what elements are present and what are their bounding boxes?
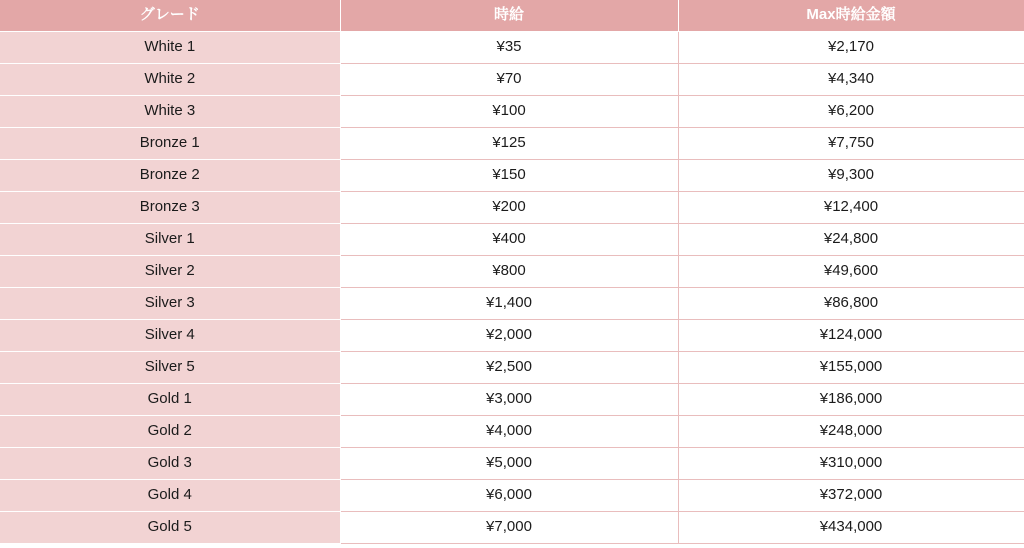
column-header-grade: グレード bbox=[0, 0, 340, 31]
cell-max-hourly-amount: ¥49,600 bbox=[678, 255, 1024, 287]
table-row bbox=[0, 479, 1024, 511]
cell-grade: Silver 1 bbox=[0, 223, 340, 255]
table-row bbox=[0, 63, 1024, 95]
cell-grade: Gold 5 bbox=[0, 511, 340, 543]
cell-grade: Gold 3 bbox=[0, 447, 340, 479]
cell-max-hourly-amount: ¥155,000 bbox=[678, 351, 1024, 383]
cell-max-hourly-amount: ¥124,000 bbox=[678, 319, 1024, 351]
cell-hourly-wage: ¥7,000 bbox=[340, 511, 678, 543]
cell-hourly-wage: ¥5,000 bbox=[340, 447, 678, 479]
cell-hourly-wage: ¥400 bbox=[340, 223, 678, 255]
cell-max-hourly-amount: ¥310,000 bbox=[678, 447, 1024, 479]
table-row bbox=[0, 319, 1024, 351]
cell-grade: White 1 bbox=[0, 31, 340, 63]
table-row bbox=[0, 511, 1024, 543]
cell-max-hourly-amount: ¥24,800 bbox=[678, 223, 1024, 255]
table-row bbox=[0, 31, 1024, 63]
table-row bbox=[0, 159, 1024, 191]
cell-hourly-wage: ¥2,500 bbox=[340, 351, 678, 383]
cell-max-hourly-amount: ¥2,170 bbox=[678, 31, 1024, 63]
table-row bbox=[0, 447, 1024, 479]
cell-grade: Gold 4 bbox=[0, 479, 340, 511]
table-row bbox=[0, 351, 1024, 383]
cell-max-hourly-amount: ¥4,340 bbox=[678, 63, 1024, 95]
table-body bbox=[0, 31, 1024, 543]
cell-max-hourly-amount: ¥6,200 bbox=[678, 95, 1024, 127]
cell-grade: Silver 3 bbox=[0, 287, 340, 319]
cell-hourly-wage: ¥6,000 bbox=[340, 479, 678, 511]
cell-max-hourly-amount: ¥248,000 bbox=[678, 415, 1024, 447]
cell-hourly-wage: ¥125 bbox=[340, 127, 678, 159]
cell-grade: Silver 2 bbox=[0, 255, 340, 287]
table-row bbox=[0, 383, 1024, 415]
cell-hourly-wage: ¥3,000 bbox=[340, 383, 678, 415]
cell-grade: Bronze 2 bbox=[0, 159, 340, 191]
table-row bbox=[0, 127, 1024, 159]
cell-hourly-wage: ¥150 bbox=[340, 159, 678, 191]
cell-hourly-wage: ¥4,000 bbox=[340, 415, 678, 447]
cell-hourly-wage: ¥1,400 bbox=[340, 287, 678, 319]
table-header bbox=[0, 0, 1024, 31]
column-header-max-hourly-amount: Max時給金額 bbox=[678, 0, 1024, 31]
cell-grade: Silver 5 bbox=[0, 351, 340, 383]
cell-hourly-wage: ¥2,000 bbox=[340, 319, 678, 351]
cell-grade: Bronze 1 bbox=[0, 127, 340, 159]
table-row bbox=[0, 415, 1024, 447]
table-row bbox=[0, 287, 1024, 319]
table-row bbox=[0, 255, 1024, 287]
cell-max-hourly-amount: ¥186,000 bbox=[678, 383, 1024, 415]
cell-hourly-wage: ¥100 bbox=[340, 95, 678, 127]
cell-grade: White 2 bbox=[0, 63, 340, 95]
cell-max-hourly-amount: ¥372,000 bbox=[678, 479, 1024, 511]
table-row bbox=[0, 191, 1024, 223]
cell-hourly-wage: ¥35 bbox=[340, 31, 678, 63]
cell-grade: Gold 1 bbox=[0, 383, 340, 415]
cell-grade: Gold 2 bbox=[0, 415, 340, 447]
table-header-row bbox=[0, 0, 1024, 31]
cell-max-hourly-amount: ¥9,300 bbox=[678, 159, 1024, 191]
cell-hourly-wage: ¥70 bbox=[340, 63, 678, 95]
cell-grade: Silver 4 bbox=[0, 319, 340, 351]
cell-hourly-wage: ¥200 bbox=[340, 191, 678, 223]
table-row bbox=[0, 223, 1024, 255]
cell-max-hourly-amount: ¥12,400 bbox=[678, 191, 1024, 223]
cell-grade: White 3 bbox=[0, 95, 340, 127]
cell-grade: Bronze 3 bbox=[0, 191, 340, 223]
cell-hourly-wage: ¥800 bbox=[340, 255, 678, 287]
cell-max-hourly-amount: ¥86,800 bbox=[678, 287, 1024, 319]
cell-max-hourly-amount: ¥7,750 bbox=[678, 127, 1024, 159]
table-row bbox=[0, 95, 1024, 127]
column-header-hourly-wage: 時給 bbox=[340, 0, 678, 31]
cell-max-hourly-amount: ¥434,000 bbox=[678, 511, 1024, 543]
